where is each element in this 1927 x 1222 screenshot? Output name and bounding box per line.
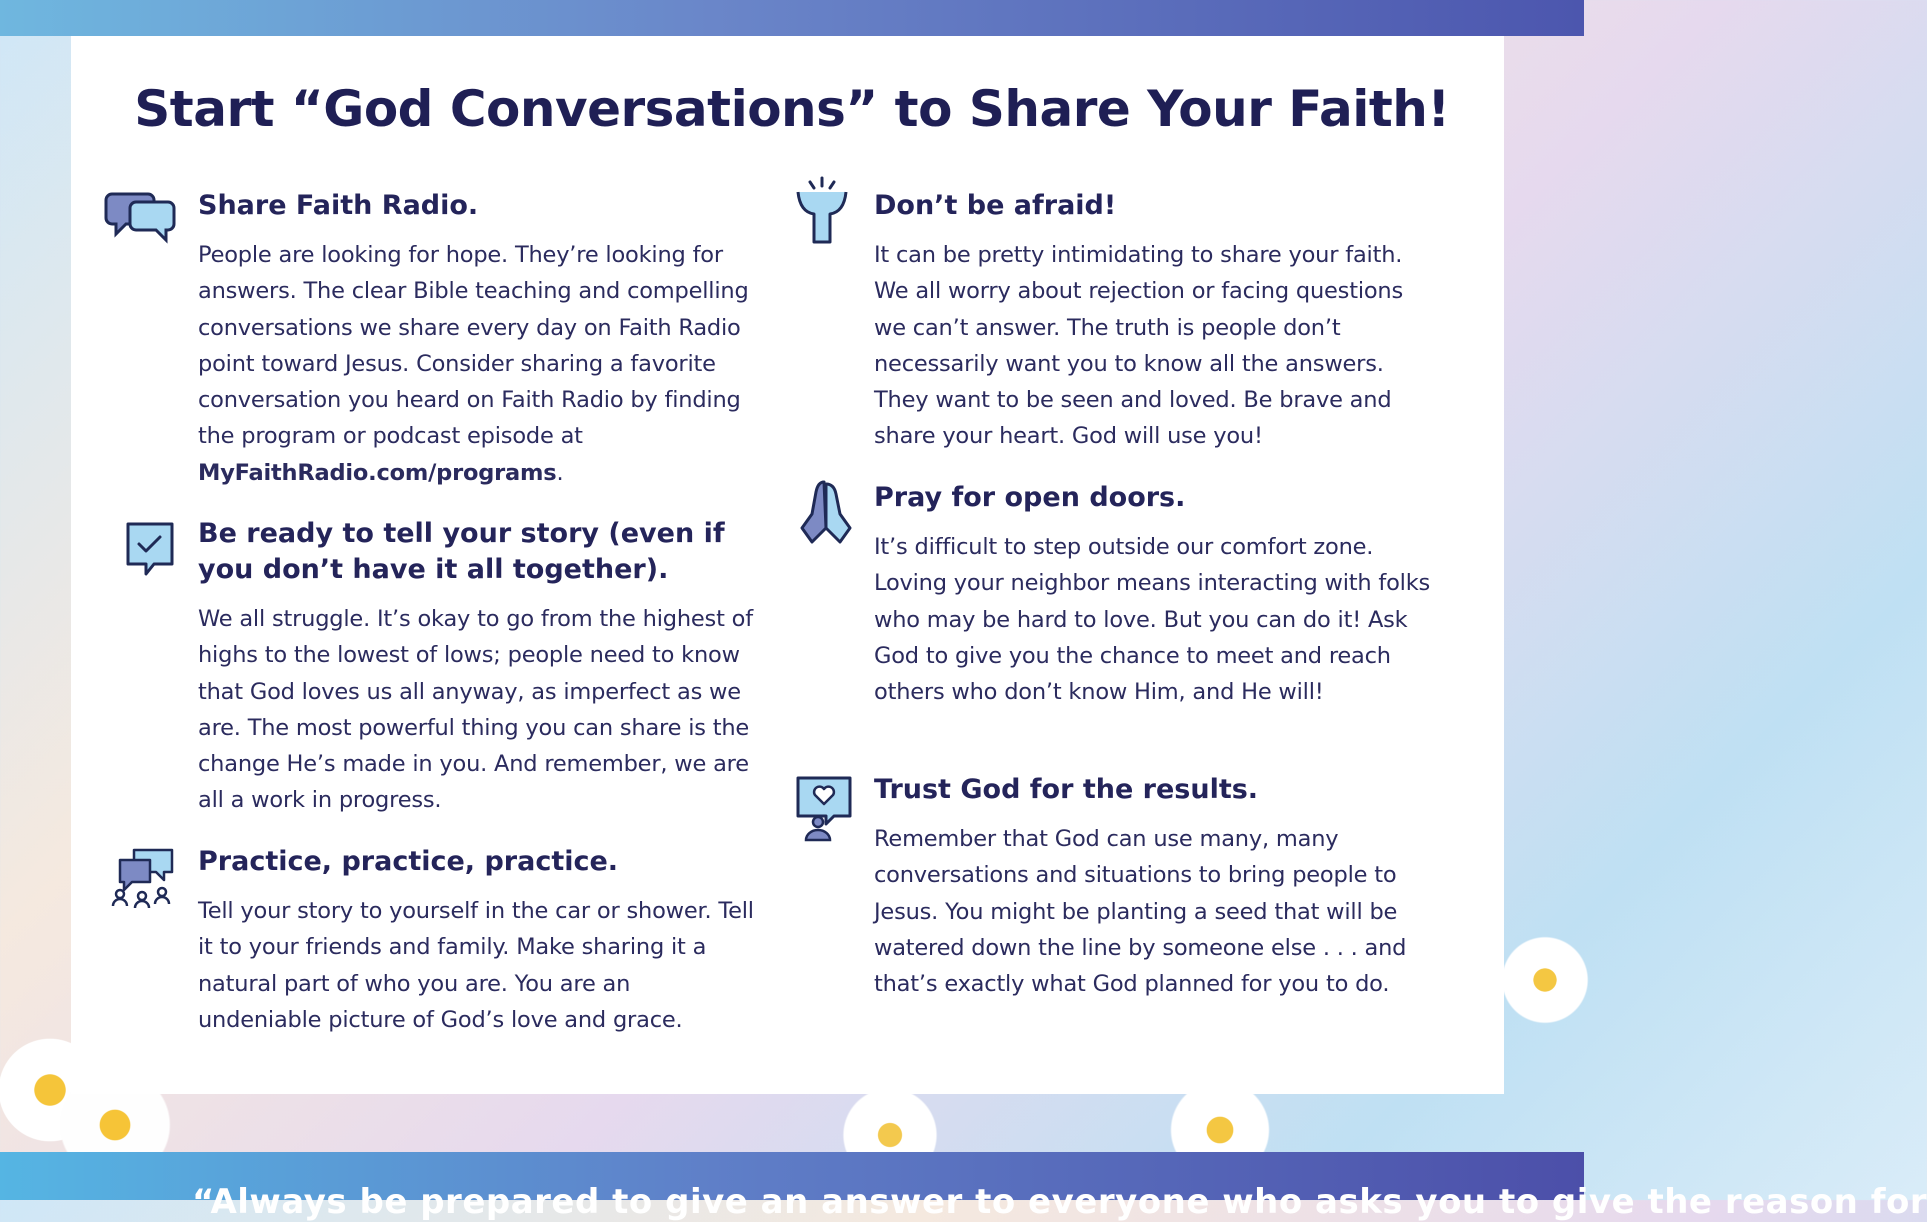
checkmark-bubble-icon xyxy=(124,520,176,580)
programs-link[interactable]: MyFaithRadio.com/programs xyxy=(198,459,557,486)
section-share-faith-radio xyxy=(198,188,758,491)
section-practice xyxy=(198,844,758,1038)
group-conversation-icon xyxy=(110,846,178,910)
section-body: Tell your story to yourself in the car or shower. Tell it to your friends and family. Make sharing it a natural part of who you are. You are an undeniable picture of God’s love and grace. xyxy=(198,898,754,1033)
section-heading: Pray for open doors. xyxy=(874,482,1186,513)
section-body: It can be pretty intimidating to share your faith. We all worry about rejection or facing questions we can’t answer. The truth is people don’t necessarily want you to know all the answers. They want to be seen and loved. Be brave and share your heart. God will use you! xyxy=(874,242,1404,450)
speech-bubbles-icon xyxy=(106,188,176,246)
raised-hands-person-icon xyxy=(792,176,852,246)
daisy-decoration-right xyxy=(1500,920,1590,1040)
section-body: It’s difficult to step outside our comfort zone. Loving your neighbor means interacting with folks who may be hard to love. But you can do it! Ask God to give you the chance to meet and reach others who don’t know Him, and He will! xyxy=(874,534,1431,706)
section-heading: Don’t be afraid! xyxy=(874,190,1117,221)
section-trust-god xyxy=(874,772,1434,1002)
section-pray-for-open-doors xyxy=(874,480,1434,710)
heart-bubble-person-icon xyxy=(794,774,854,844)
section-heading: Share Faith Radio. xyxy=(198,190,479,221)
section-tell-your-story xyxy=(198,516,758,819)
top-banner xyxy=(0,0,1584,36)
section-heading: Be ready to tell your story (even if you don’t have it all together). xyxy=(198,518,725,585)
section-body: Remember that God can use many, many conversations and situations to bring people to Jesus. You might be planting a seed that will be watered down the line by someone else . . . and that’s exactly what God planned for you to do. xyxy=(874,826,1407,998)
bottom-banner xyxy=(0,1152,1927,1222)
section-dont-be-afraid xyxy=(874,188,1434,455)
section-heading: Trust God for the results. xyxy=(874,774,1259,805)
section-body: People are looking for hope. They’re looking for answers. The clear Bible teaching and compelling conversations we share every day on Faith Radio point toward Jesus. Consider sharing a favorite conversation you heard on Faith Radio by finding the program or podcast episode at MyFaithRadio.com/programs. xyxy=(198,242,749,486)
section-body: We all struggle. It’s okay to go from the highest of highs to the lowest of lows; people need to know that God loves us all anyway, as imperfect as we are. The most powerful thing you can share is the change He’s made in you. And remember, we are all a work in progress. xyxy=(198,606,753,814)
praying-hands-icon xyxy=(798,476,854,548)
page-title: Start “God Conversations” to Share Your Faith! xyxy=(134,80,1450,138)
bible-verse-quote: “Always be prepared to give an answer to everyone who asks you to give the reason for xyxy=(192,1182,1927,1222)
section-heading: Practice, practice, practice. xyxy=(198,846,619,877)
